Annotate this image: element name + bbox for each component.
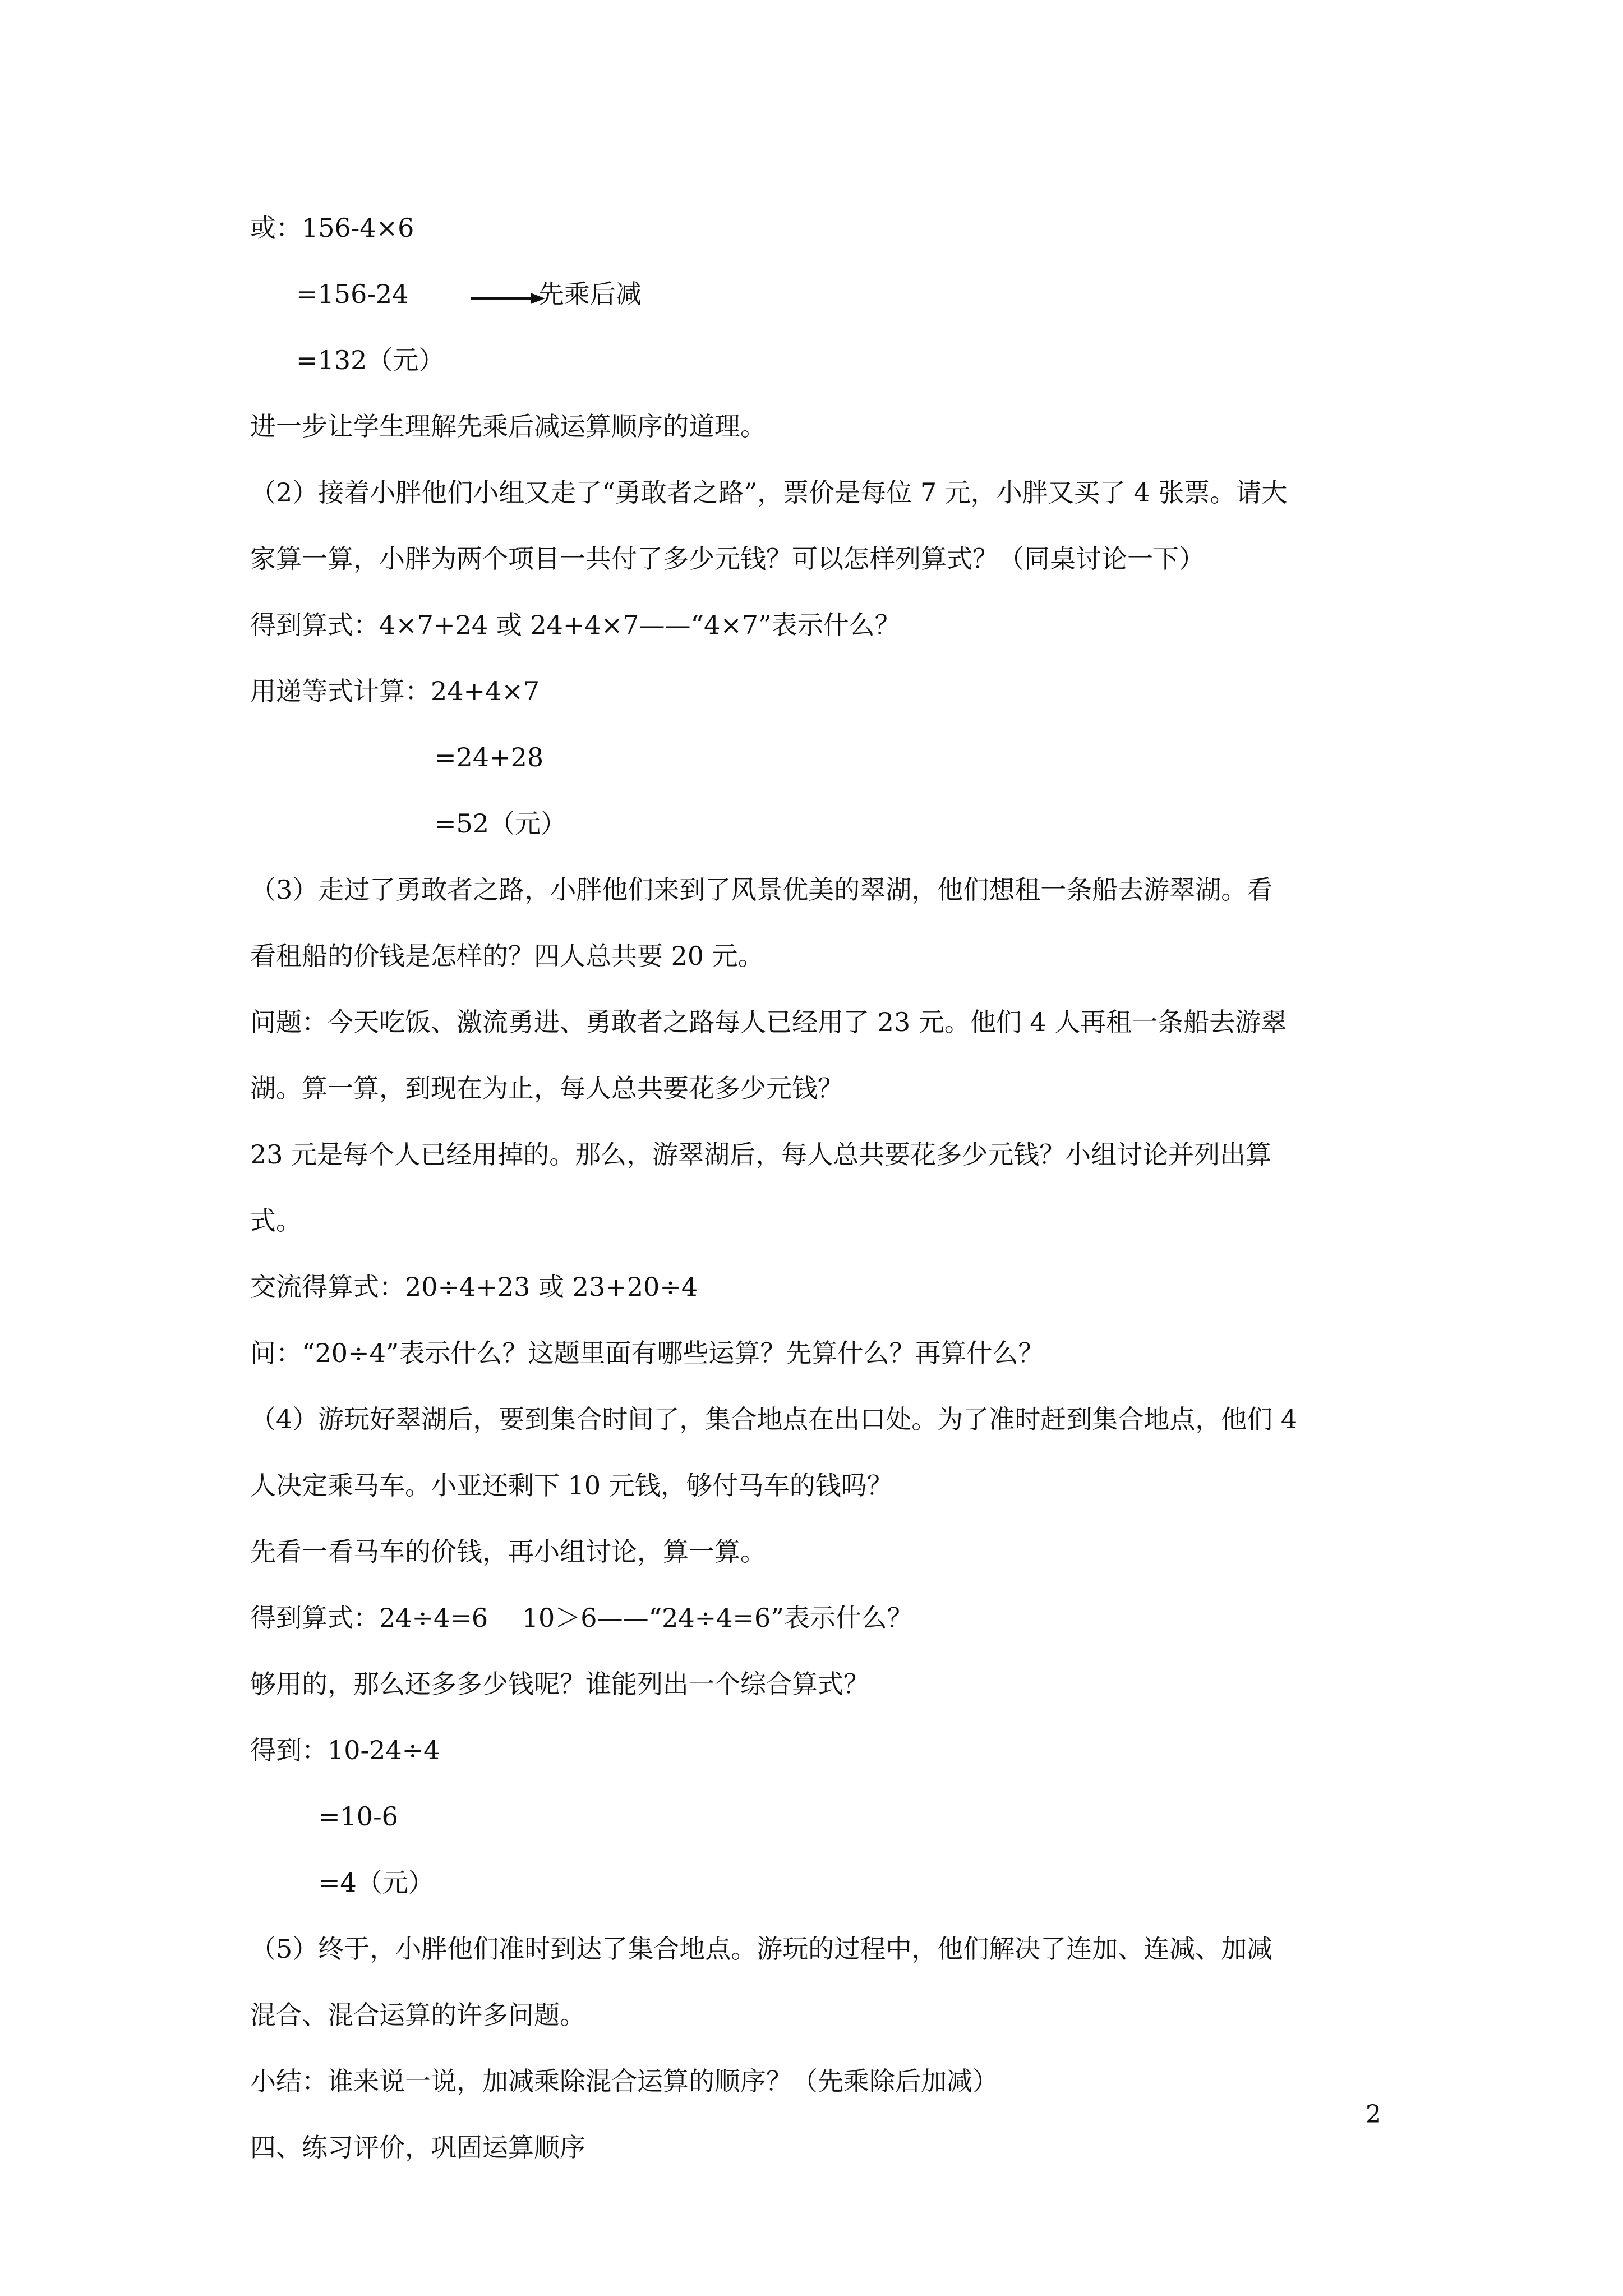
text-line: =10-6 bbox=[319, 1801, 398, 1832]
text-line: （5）终于，小胖他们准时到达了集合地点。游玩的过程中，他们解决了连加、连减、加减 bbox=[250, 1934, 1273, 1964]
page-number: 2 bbox=[1366, 2100, 1381, 2129]
text-line: =4（元） bbox=[319, 1867, 434, 1898]
text-line: 或：156-4×6 bbox=[250, 213, 414, 243]
text-line: =156-24 bbox=[296, 279, 409, 309]
text-line: 式。 bbox=[250, 1205, 302, 1236]
text-line: 人决定乘马车。小亚还剩下 10 元钱，够付马车的钱吗？ bbox=[250, 1470, 893, 1501]
text-line: 问：“20÷4”表示什么？这题里面有哪些运算？先算什么？再算什么？ bbox=[250, 1338, 1044, 1368]
text-line: 得到算式：4×7+24 或 24+4×7——“4×7”表示什么？ bbox=[250, 610, 901, 640]
text-line: 进一步让学生理解先乘后减运算顺序的道理。 bbox=[250, 411, 766, 441]
text-line: 得到：10-24÷4 bbox=[250, 1735, 440, 1765]
text-line: 看租船的价钱是怎样的？四人总共要 20 元。 bbox=[250, 941, 764, 971]
text-line: （4）游玩好翠湖后，要到集合时间了，集合地点在出口处。为了准时赶到集合地点，他们 4 bbox=[250, 1404, 1298, 1434]
text-line: 家算一算，小胖为两个项目一共付了多少元钱？可以怎样列算式？（同桌讨论一下） bbox=[250, 544, 1205, 574]
arrow-icon bbox=[471, 290, 545, 307]
text-line: =24+28 bbox=[435, 742, 544, 772]
text-line: 混合、混合运算的许多问题。 bbox=[250, 2000, 585, 2030]
text-line: 四、练习评价，巩固运算顺序 bbox=[250, 2132, 585, 2162]
text-line: 小结：谁来说一说，加减乘除混合运算的顺序？（先乘除后加减） bbox=[250, 2066, 998, 2096]
text-line: =132（元） bbox=[296, 345, 445, 375]
annotation-label: 先乘后减 bbox=[538, 279, 642, 309]
text-line: 用递等式计算：24+4×7 bbox=[250, 676, 540, 706]
text-line: （2）接着小胖他们小组又走了“勇敢者之路”，票价是每位 7 元，小胖又买了 4 张票。请大 bbox=[250, 477, 1288, 508]
text-line: 问题：今天吃饭、激流勇进、勇敢者之路每人已经用了 23 元。他们 4 人再租一条船去游翠 bbox=[250, 1007, 1287, 1037]
text-line: 得到算式：24÷4=6 10＞6——“24÷4=6”表示什么？ bbox=[250, 1603, 913, 1633]
text-line: 23 元是每个人已经用掉的。那么，游翠湖后，每人总共要花多少元钱？小组讨论并列出算 bbox=[250, 1139, 1272, 1170]
text-line: 够用的，那么还多多少钱呢？谁能列出一个综合算式？ bbox=[250, 1669, 869, 1699]
text-line: 先看一看马车的价钱，再小组讨论，算一算。 bbox=[250, 1536, 766, 1567]
text-line: 湖。算一算，到现在为止，每人总共要花多少元钱？ bbox=[250, 1073, 843, 1103]
text-line: =52（元） bbox=[435, 808, 567, 839]
text-line: （3）走过了勇敢者之路，小胖他们来到了风景优美的翠湖，他们想租一条船去游翠湖。看 bbox=[250, 875, 1273, 905]
text-line: 交流得算式：20÷4+23 或 23+20÷4 bbox=[250, 1272, 698, 1302]
